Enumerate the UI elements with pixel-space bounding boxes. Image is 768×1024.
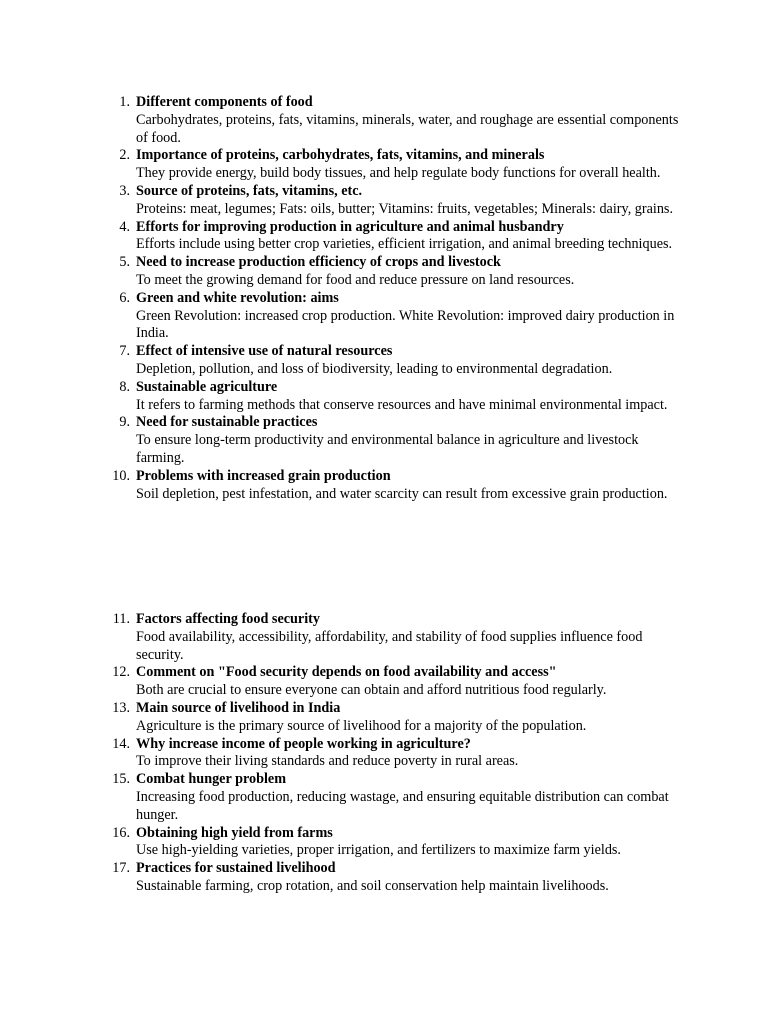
item-description: Use high-yielding varieties, proper irrigation, and fertilizers to maximize farm yields. xyxy=(136,842,621,859)
list-item xyxy=(0,736,768,772)
item-description: Proteins: meat, legumes; Fats: oils, butter; Vitamins: fruits, vegetables; Minerals: dairy, grains. xyxy=(136,200,674,217)
item-title: Obtaining high yield from farms xyxy=(136,824,333,841)
item-number: 16. xyxy=(112,824,130,841)
item-description: Sustainable farming, crop rotation, and soil conservation help maintain livelihoods. xyxy=(136,877,609,894)
item-number: 4. xyxy=(119,218,130,235)
item-description: To improve their living standards and reduce poverty in rural areas. xyxy=(136,753,519,770)
item-title: Why increase income of people working in agriculture? xyxy=(136,735,471,752)
item-description: They provide energy, build body tissues, and help regulate body functions for overall health. xyxy=(136,165,661,182)
list-item xyxy=(0,664,768,700)
item-number: 14. xyxy=(112,735,130,752)
list-item xyxy=(0,825,768,861)
list-item xyxy=(0,414,768,467)
item-description: Agriculture is the primary source of livelihood for a majority of the population. xyxy=(136,717,587,734)
item-number: 2. xyxy=(119,147,130,164)
item-title: Different components of food xyxy=(136,94,313,110)
item-title: Importance of proteins, carbohydrates, fats, vitamins, and minerals xyxy=(136,147,545,164)
item-title: Combat hunger problem xyxy=(136,771,287,788)
item-number: 8. xyxy=(119,378,130,395)
list-item xyxy=(0,379,768,415)
question-list xyxy=(0,94,768,503)
item-description: It refers to farming methods that conserve resources and have minimal environmental impact. xyxy=(136,396,668,413)
list-item xyxy=(0,147,768,183)
item-title: Effect of intensive use of natural resources xyxy=(136,343,393,360)
item-number: 5. xyxy=(119,254,130,271)
item-title: Main source of livelihood in India xyxy=(136,699,341,716)
item-description: Carbohydrates, proteins, fats, vitamins, minerals, water, and roughage are essential components of food. xyxy=(136,111,679,146)
item-description: Green Revolution: increased crop production. White Revolution: improved dairy production in India. xyxy=(136,307,675,342)
list-item xyxy=(0,219,768,255)
list-item xyxy=(0,611,768,664)
item-number: 11. xyxy=(112,611,130,627)
item-title: Need to increase production efficiency of crops and livestock xyxy=(136,254,501,271)
list-item xyxy=(0,700,768,736)
item-title: Sustainable agriculture xyxy=(136,378,278,395)
list-item xyxy=(0,468,768,504)
question-list-continued xyxy=(0,611,768,896)
item-number: 12. xyxy=(112,664,130,681)
item-description: To meet the growing demand for food and reduce pressure on land resources. xyxy=(136,271,575,288)
list-item xyxy=(0,771,768,824)
item-title: Factors affecting food security xyxy=(136,611,320,627)
item-number: 1. xyxy=(119,94,130,110)
item-number: 7. xyxy=(119,343,130,360)
item-description: Food availability, accessibility, affordability, and stability of food supplies influence food security. xyxy=(136,628,643,663)
item-number: 3. xyxy=(119,182,130,199)
item-title: Green and white revolution: aims xyxy=(136,289,339,306)
item-description: Efforts include using better crop varieties, efficient irrigation, and animal breeding techniques. xyxy=(136,236,673,253)
item-description: To ensure long-term productivity and environmental balance in agriculture and livestock farming. xyxy=(136,432,639,466)
item-title: Problems with increased grain production xyxy=(136,467,391,484)
item-number: 6. xyxy=(119,289,130,306)
item-title: Comment on "Food security depends on food availability and access" xyxy=(136,664,557,681)
item-number: 15. xyxy=(112,771,130,788)
list-item xyxy=(0,183,768,219)
list-item xyxy=(0,94,768,147)
item-description: Increasing food production, reducing wastage, and ensuring equitable distribution can combat hunger. xyxy=(136,788,669,823)
list-item xyxy=(0,860,768,896)
item-description: Both are crucial to ensure everyone can obtain and afford nutritious food regularly. xyxy=(136,682,607,699)
item-title: Need for sustainable practices xyxy=(136,414,318,431)
item-number: 9. xyxy=(119,414,130,431)
list-item xyxy=(0,343,768,379)
list-item xyxy=(0,290,768,343)
item-title: Source of proteins, fats, vitamins, etc. xyxy=(136,182,363,199)
item-number: 17. xyxy=(112,860,130,877)
item-description: Soil depletion, pest infestation, and water scarcity can result from excessive grain production. xyxy=(136,485,668,502)
item-title: Efforts for improving production in agriculture and animal husbandry xyxy=(136,218,564,235)
item-number: 13. xyxy=(112,699,130,716)
item-title: Practices for sustained livelihood xyxy=(136,860,336,877)
item-description: Depletion, pollution, and loss of biodiversity, leading to environmental degradation. xyxy=(136,360,613,377)
list-item xyxy=(0,254,768,290)
item-number: 10. xyxy=(112,467,130,484)
